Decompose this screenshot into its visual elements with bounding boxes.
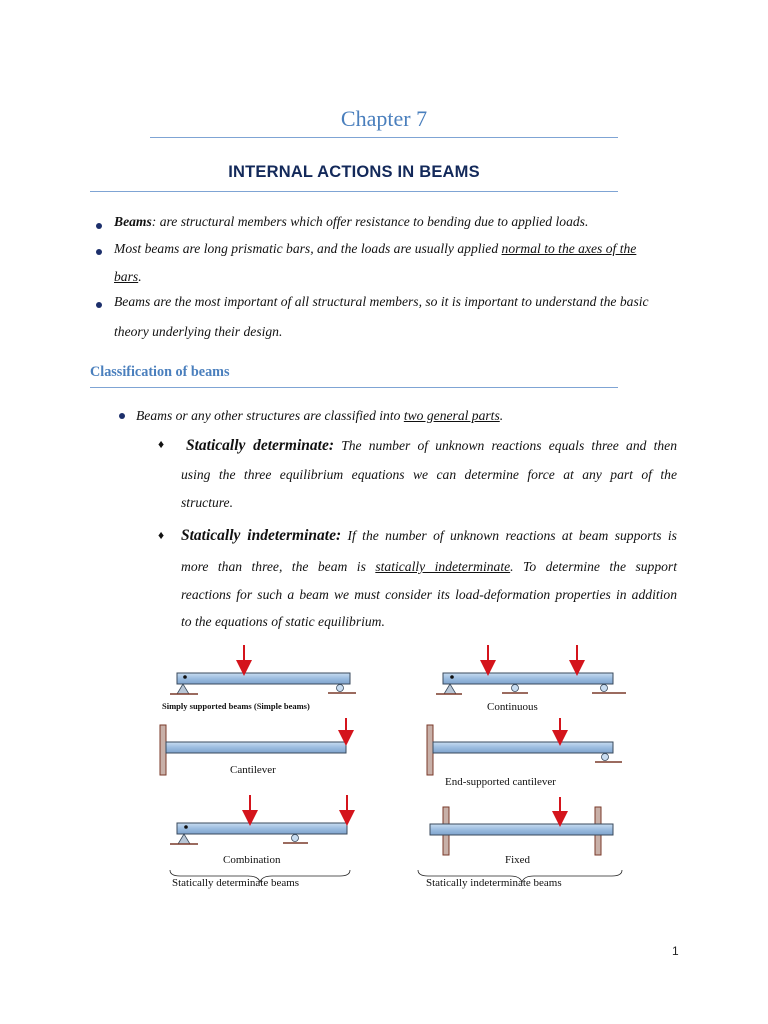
indeterminate-line1 — [181, 522, 677, 549]
bullet-icon — [119, 413, 125, 419]
classification-intro — [136, 402, 503, 429]
chapter-title: Chapter 7 — [340, 106, 428, 131]
indeterminate-line3: reactions for such a beam we must consider its load-deformation properties in addition — [181, 587, 677, 602]
label-end-supported: End-supported cantilever — [445, 776, 556, 788]
label-simply-supported: Simply supported beams (Simple beams) — [162, 701, 310, 711]
label-determinate-group: Statically determinate beams — [172, 877, 300, 889]
section-heading: INTERNAL ACTIONS IN BEAMS — [228, 163, 480, 181]
title-rule — [150, 137, 618, 138]
bullet-important-line2: theory underlying their design. — [114, 324, 283, 339]
term-beams: Beams — [114, 214, 152, 229]
indeterminate-line4: to the equations of static equilibrium. — [181, 614, 385, 629]
underlined-phrase: bars — [114, 269, 139, 284]
bullet-icon — [96, 223, 102, 229]
bullet-text: . — [138, 269, 142, 284]
label-combination: Combination — [223, 854, 281, 866]
label-continuous: Continuous — [487, 701, 538, 713]
bullet-prismatic-line2 — [114, 263, 142, 290]
underlined-phrase: normal to the axes of the — [501, 241, 637, 256]
determinate-text: The number of unknown reactions equals three and then — [341, 438, 677, 453]
bullet-icon — [96, 302, 102, 308]
intro-text: Beams or any other structures are classified into — [136, 408, 404, 423]
label-cantilever: Cantilever — [230, 764, 276, 776]
simply-supported-beam-diagram — [162, 645, 356, 711]
subsection-rule — [90, 387, 618, 388]
bullet-icon — [96, 249, 102, 255]
continuous-beam-diagram — [436, 645, 626, 713]
underlined-phrase: statically indeterminate — [375, 559, 511, 574]
bullet-prismatic-line1 — [114, 235, 678, 262]
cantilever-beam-diagram — [160, 718, 346, 776]
term-statically-indeterminate: Statically indeterminate: — [181, 527, 342, 544]
bullet-important-line1: Beams are the most important of all structural members, so it is important to understand the basic — [114, 294, 649, 309]
indeterminate-line2 — [181, 553, 677, 580]
bullet-text: : are structural members which offer resistance to bending due to applied loads. — [151, 214, 589, 229]
indeterminate-text: If the number of unknown reactions at beam supports is — [347, 528, 677, 543]
indeterminate-text: more than three, the beam is — [181, 559, 376, 574]
indeterminate-text: . To determine the support — [510, 559, 678, 574]
combination-beam-diagram — [170, 795, 350, 889]
fixed-beam-diagram — [418, 797, 622, 889]
bullet-text: Most beams are long prismatic bars, and the loads are usually applied — [114, 241, 502, 256]
bullet-beams-definition — [114, 208, 588, 235]
underlined-phrase: two general parts — [403, 408, 500, 423]
label-fixed: Fixed — [505, 854, 531, 866]
page-number: 1 — [672, 944, 679, 958]
label-indeterminate-group: Statically indeterminate beams — [426, 877, 562, 889]
determinate-line3: structure. — [181, 495, 233, 510]
term-statically-determinate: Statically determinate: — [186, 437, 334, 454]
heading-rule — [90, 191, 618, 192]
determinate-line2: using the three equilibrium equations we can determine force at any part of the — [181, 467, 677, 482]
beam-types-figure — [150, 640, 640, 900]
intro-text: . — [499, 408, 504, 423]
diamond-bullet-icon: ♦ — [158, 437, 165, 451]
subsection-title: Classification of beams — [90, 364, 230, 380]
diamond-bullet-icon: ♦ — [158, 528, 165, 542]
end-supported-cantilever-diagram — [427, 718, 622, 788]
determinate-line1 — [186, 432, 677, 459]
